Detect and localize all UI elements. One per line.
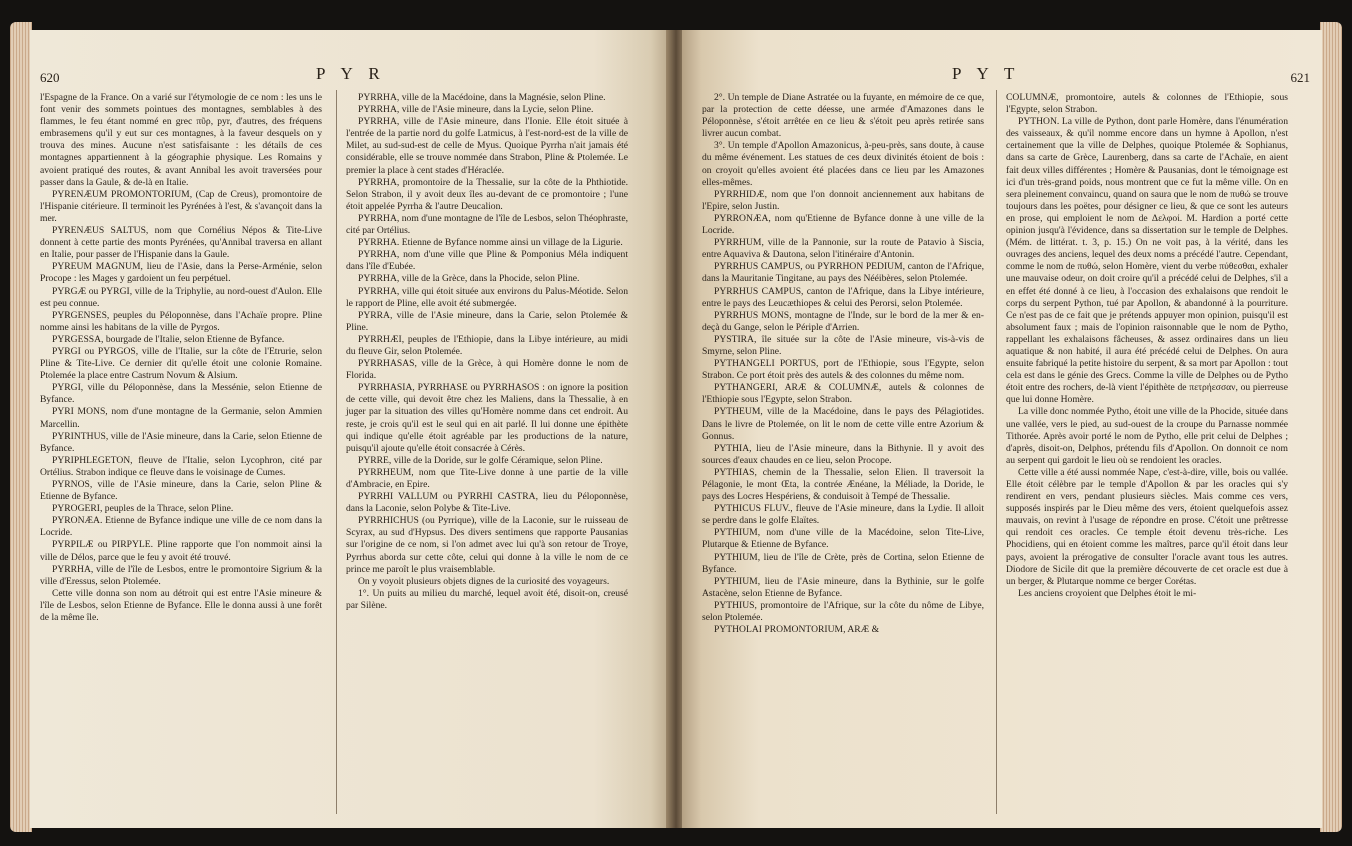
entry-paragraph: Cette ville a été aussi nommée Nape, c'est-à-dire, ville, bois ou vallée. Elle étoit célèbre par le temple d'Apollon & par les oracles qui s'y rendirent en vers, pendant plusieurs siècles. Mais comme ces vers, supposés inspirés par le Dieu même des vers, étoient quelquefois assez mauvais, on revint à l'usage de répondre en prose. C'étoit une prêtresse qui rendoit ces oracles. Ce temple étoit devenu très-riche. Les Phocidiens, qui en étoient comme les maîtres, parce qu'il étoit dans leur pays, avoient la prérogative de consulter l'oracle avant tous les autres. Diodore de Sicile dit que la première découverte de cet oracle est due à un berger, & Plutarque nomme ce berger Corétas. bbox=[1006, 466, 1288, 587]
entry-paragraph: PYRONÆA. Etienne de Byfance indique une ville de ce nom dans la Locride. bbox=[40, 515, 322, 539]
entry-paragraph: PYRENÆUS SALTUS, nom que Cornélius Népos & Tite-Live donnent à cette partie des monts Pyrénées, qu'Annibal traversa en allant en Italie, pour passer de l'Hispanie dans la Gaule. bbox=[40, 225, 322, 261]
entry-paragraph: PYTHANGELI PORTUS, port de l'Ethiopie, sous l'Egypte, selon Strabon. Ce port étoit près des autels & des colonnes du même nom. bbox=[702, 358, 984, 382]
entry-paragraph: PYRPILÆ ou PIRPYLE. Pline rapporte que l'on nommoit ainsi la ville de Délos, parce que le feu y avoit été trouvé. bbox=[40, 539, 322, 563]
entry-paragraph: PYTHIUS, promontoire de l'Afrique, sur la côte du nôme de Libye, selon Ptolemée. bbox=[702, 599, 984, 624]
entry-paragraph: PYTHOLAI PROMONTORIUM, ARÆ & bbox=[714, 624, 880, 636]
column-rule bbox=[336, 90, 337, 814]
entry-paragraph: l'Espagne de la France. On a varié sur l'étymologie de ce nom : les uns le font venir des sommets pointues des montagnes, semblables à des flammes, le feu étant nommé en grec πῦρ, pyr, d'autres, des fréquens embrasemens qu'il y eut sur ces montagnes, à la faveur desquels on y trouva des mines. Aucune n'est satisfaisante : les détails de ces montagnes appartiennent à la géographie physique. Les Romains y avoient pratiqué des routes, & avant Annibal les avoit traversées pour passer dans la Gaule, & de-là en Italie. bbox=[40, 92, 322, 188]
left-column-1 bbox=[40, 92, 322, 624]
entry-paragraph: PYTHICUS FLUV., fleuve de l'Asie mineure, dans la Lydie. Il alloit se perdre dans le golfe Elaïtes. bbox=[702, 503, 984, 527]
entry-paragraph: PYRRHA, nom d'une montagne de l'île de Lesbos, selon Théophraste, cité par Ortélius. bbox=[346, 212, 628, 237]
entry-paragraph: PYRRHASIA, PYRRHASE ou PYRRHASOS : on ignore la position de cette ville, qui devoit être chez les Maliens, dans la Thessalie, à en juger par la situation des villes qu'Homère nomme dans cet endroit. Au reste, je crois qu'il est le seul qui en ait parlé. Il lui donne une épithète qui indique qu'elle étoit agréable par les productions de la nature, puisqu'il ajoute qu'elle étoit consacrée à Cérès. bbox=[346, 382, 628, 454]
entry-paragraph: PYRRHUS MONS, montagne de l'Inde, sur le bord de la mer & en-deçà du Gange, selon le Périple d'Arrien. bbox=[702, 309, 984, 333]
column-rule bbox=[996, 90, 997, 814]
right-page-number: 621 bbox=[1290, 70, 1310, 85]
entry-paragraph: PYRRHUS CAMPUS, canton de l'Afrique, dans la Libye intérieure, entre le pays des Leucæthiopes & celui des Perorsi, selon Ptolemée. bbox=[702, 285, 984, 309]
entry-paragraph: PYRENÆUM PROMONTORIUM, (Cap de Creus), promontoire de l'Hispanie citérieure. Il terminoit les Pyrénées à l'est, & s'avançoit dans la mer. bbox=[40, 188, 322, 224]
left-page-edges bbox=[10, 22, 32, 832]
entry-paragraph: Les anciens croyoient que Delphes étoit le mi- bbox=[1018, 587, 1197, 599]
entry-paragraph: PYTHIAS, chemin de la Thessalie, selon Elien. Il traversoit la Pélagonie, le mont Œta, la contrée Ænéane, la Méliade, la Doride, le pays des Locres Hespériens, & conduisoit à Tempé de Thessalie. bbox=[702, 466, 984, 503]
right-running-header: P Y T bbox=[952, 64, 1021, 83]
entry-paragraph: PYRGI, ville du Péloponnèse, dans la Messénie, selon Etienne de Byfance. bbox=[40, 382, 322, 406]
entry-paragraph: PYROGERI, peuples de la Thrace, selon Pline. bbox=[52, 503, 234, 515]
right-column-1 bbox=[702, 92, 984, 636]
left-column-2 bbox=[346, 92, 628, 612]
entry-paragraph: PYRGI ou PYRGOS, ville de l'Italie, sur la côte de l'Etrurie, selon Pline & Tite-Live. Ce dernier dit qu'elle étoit une colonie Romaine. Ptolemée la place entre Castrum Novum & Alsium. bbox=[40, 345, 322, 382]
entry-paragraph: PYRRHA, ville qui étoit située aux environs du Palus-Méotide. Selon le rapport de Pline, elle avoit été submergée. bbox=[346, 285, 628, 309]
entry-paragraph: PYRRE, ville de la Doride, sur le golfe Céramique, selon Pline. bbox=[358, 454, 603, 466]
entry-paragraph: PYRGENSES, peuples du Péloponnèse, dans l'Achaïe propre. Pline nomme ainsi les habitans de la ville de Pyrgos. bbox=[40, 309, 322, 333]
entry-paragraph: PYRRHIDÆ, nom que l'on donnoit anciennement aux habitans de l'Epire, selon Justin. bbox=[702, 188, 984, 212]
entry-paragraph: PYSTIRA, île située sur la côte de l'Asie mineure, vis-à-vis de Smyrne, selon Pline. bbox=[702, 333, 984, 357]
left-page bbox=[30, 30, 670, 828]
entry-paragraph: PYRRHASAS, ville de la Grèce, à qui Homère donne le nom de Florida. bbox=[346, 358, 628, 382]
entry-paragraph: PYRRONÆA, nom qu'Etienne de Byfance donne à une ville de la Locride. bbox=[702, 212, 984, 237]
entry-paragraph: PYRGESSA, bourgade de l'Italie, selon Etienne de Byfance. bbox=[52, 333, 285, 345]
entry-paragraph: PYTHEUM, ville de la Macédoine, dans le pays des Pélagiotides. Dans le livre de Ptolemée, on lit le nom de cette ville entre Azorium & Gonnus. bbox=[702, 406, 984, 442]
entry-paragraph: PYRINTHUS, ville de l'Asie mineure, dans la Carie, selon Etienne de Byfance. bbox=[40, 430, 322, 454]
entry-paragraph: PYRRHICHUS (ou Pyrrique), ville de la Laconie, sur le ruisseau de Scyrax, au sud d'Hypsus. Des divers sentimens que rapporte Pausanias sur l'origine de ce nom, si l'on admet avec lui qu'à son retour de Troye, Pyrrhus aborda sur cette côte, celui qui donne à la ville le nom de ce prince me paroît le plus vraisemblable. bbox=[346, 515, 628, 575]
left-page-number: 620 bbox=[40, 70, 60, 85]
entry-paragraph: On y voyoit plusieurs objets dignes de la curiosité des voyageurs. bbox=[358, 575, 610, 587]
entry-paragraph: PYRRHEUM, nom que Tite-Live donne à une partie de la ville d'Ambracie, en Epire. bbox=[346, 466, 628, 490]
entry-paragraph: 2°. Un temple de Diane Astratée ou la fuyante, en mémoire de ce que, par la protection de cette déesse, une armée d'Amazones dans le Péloponnèse, s'étoit arrêtée en ce lieu & s'étoit peu après retirée sans livrer aucun combat. bbox=[702, 92, 984, 140]
entry-paragraph: PYRRHUS CAMPUS, ou PYRRHON PEDIUM, canton de l'Afrique, dans la Mauritanie Tingitane, au pays des Nééibères, selon Ptolemée. bbox=[702, 261, 984, 285]
right-page-edges bbox=[1320, 22, 1342, 832]
entry-paragraph: PYTHIUM, lieu de l'Asie mineure, dans la Bythinie, sur le golfe Astacène, selon Etienne de Byfance. bbox=[702, 575, 984, 599]
entry-paragraph: PYRRHA, ville de la Grèce, dans la Phocide, selon Pline. bbox=[358, 273, 580, 285]
entry-paragraph: COLUMNÆ, promontoire, autels & colonnes de l'Ethiopie, sous l'Egypte, selon Strabon. bbox=[1006, 92, 1288, 116]
entry-paragraph: PYRRA, ville de l'Asie mineure, dans la Carie, selon Ptolemée & Pline. bbox=[346, 309, 628, 333]
entry-paragraph: PYRRHA, promontoire de la Thessalie, sur la côte de la Phthiotide. Selon Strabon, il y avoit deux îles au-devant de ce promontoire ; l'une étoit appelée Pyrrha & l'autre Deucalion. bbox=[346, 176, 628, 212]
left-running-header: P Y R bbox=[316, 64, 386, 83]
entry-paragraph: La ville donc nommée Pytho, étoit une ville de la Phocide, située dans une vallée, vers le pied, au sud-ouest de la croupe du Parnasse nommée Tithorée. Après avoir porté le nom de Pytho, elle prit celui de Delphes ; d'après, disoit-on, Delphos, prétendu fils d'Apollon. On donnoit ce nom au serpent qui gardoit le lieu où se rendoient les oracles. bbox=[1006, 406, 1288, 466]
entry-paragraph: PYRIPHLEGETON, fleuve de l'Italie, selon Lycophron, cité par Ortélius. Strabon indique ce fleuve dans le voisinage de Cumes. bbox=[40, 454, 322, 478]
entry-paragraph: PYTHIA, lieu de l'Asie mineure, dans la Bithynie. Il y avoit des sources d'eaux chaudes en ce lieu, selon Procope. bbox=[702, 442, 984, 466]
entry-paragraph: 3°. Un temple d'Apollon Amazonicus, à-peu-près, sans doute, à cause du même événement. Les statues de ces deux divinités étoient de bois : on croyoit qu'elles avoient été placées dans ce lieu par les Amazones elles-mêmes. bbox=[702, 140, 984, 188]
entry-paragraph: PYRNOS, ville de l'Asie mineure, dans la Carie, selon Pline & Etienne de Byfance. bbox=[40, 479, 322, 503]
right-page bbox=[682, 30, 1322, 828]
entry-paragraph: PYRRHA, ville de l'Asie mineure, dans l'Ionie. Elle étoit située à l'entrée de la partie nord du golfe Latmicus, à l'est-nord-est de la ville de Milet, au sud-sud-est de celle de Myus. Quoique Pyrrha n'ait jamais été considérable, elle se trouve nommée dans Strabon, Pline & Ptolemée. Le premier la place à cent stades d'Héraclée. bbox=[346, 116, 628, 176]
entry-paragraph: PYRRHÆI, peuples de l'Ethiopie, dans la Libye intérieure, au midi du fleuve Gir, selon Ptolemée. bbox=[346, 333, 628, 357]
entry-paragraph: PYRRHA. Etienne de Byfance nomme ainsi un village de la Ligurie. bbox=[358, 237, 623, 249]
entry-paragraph: PYTHIUM, nom d'une ville de la Macédoine, selon Tite-Live, Plutarque & Etienne de Byfance. bbox=[702, 527, 984, 551]
entry-paragraph: PYRRHA, ville de la Macédoine, dans la Magnésie, selon Pline. bbox=[358, 92, 606, 103]
entry-paragraph: Cette ville donna son nom au détroit qui est entre l'Asie mineure & l'île de Lesbos, selon Etienne de Byfance. Elle le donna aussi à une forêt de la même île. bbox=[40, 587, 322, 624]
entry-paragraph: PYRRHA, nom d'une ville que Pline & Pomponius Méla indiquent dans l'île d'Eubée. bbox=[346, 249, 628, 273]
entry-paragraph: PYRRHUM, ville de la Pannonie, sur la route de Patavio à Siscia, entre Aquaviva & Dautona, selon l'itinéraire d'Antonin. bbox=[702, 237, 984, 261]
entry-paragraph: PYREUM MAGNUM, lieu de l'Asie, dans la Perse-Arménie, selon Procope : les Mages y gardoient un feu perpétuel. bbox=[40, 261, 322, 285]
entry-paragraph: PYRI MONS, nom d'une montagne de la Germanie, selon Ammien Marcellin. bbox=[40, 406, 322, 430]
entry-paragraph: 1°. Un puits au milieu du marché, lequel avoit été, disoit-on, creusé par Silène. bbox=[346, 587, 628, 611]
entry-paragraph: PYRRHA, ville de l'île de Lesbos, entre le promontoire Sigrium & la ville d'Eressus, selon Ptolemée. bbox=[40, 563, 322, 587]
entry-paragraph: PYRRHA, ville de l'Asie mineure, dans la Lycie, selon Pline. bbox=[358, 104, 594, 116]
entry-paragraph: PYTHON. La ville de Python, dont parle Homère, dans l'énumération des vaisseaux, & qu'il nomme encore dans un hymne à Apollon, n'est certainement que la ville de Delphes, quoique Ptolemée & Sophianus, dans sa carte de Grèce, Laurenberg, dans sa carte de l'Achaïe, en aient fait deux villes différentes ; Homère & Pausanias, dont le témoignage est ici d'un très-grand poids, nous montrent que ce fut la même ville. On en sera pleinement convaincu, quand on saura que le nom de πυθώ se trouve toujours dans les poëtes, pour désigner ce lieu, & que ce sont les auteurs en prose, qui emploient le nom de Δελφοί. M. Hardion a porté cette opinion jusqu'à l'évidence, dans sa dissertation sur le temple de Delphes. (Mém. de littérat. t. 3, p. 15.) On ne voit pas, à la vérité, dans les ouvrages des anciens, lequel des deux noms a précédé l'autre. Cependant, comme le nom de πυθώ, selon Homère, vient du verbe πύθεσθαι, exhaler une mauvaise odeur, on doit croire qu'il a précédé celui de Delphes, s'il a en effet été donné à ce lieu, à l'occasion des exhalaisons que rendoit le corps du serpent Python, tué par Apollon, & abandonné à la pourriture. Ce n'est pas de ce fait que je prétends appuyer mon opinion, puisqu'il est absolument faux ; mais de l'opinion raisonnable que le nom de Pytho, rappellant les exhalaisons fâcheuses, & assez ordinaires dans un lieu aquatique & non habité, il aura été précédé celui de Delphes. On aura ensuite fabriqué la petite histoire du serpent, & sa mort par Apollon : tout cela est dans le génie des Grecs. Comme la ville de Delphes ou de Pytho étoit entre des rochers, de-là vient l'épithète de πετρήεσσαν, ou pierreuse que lui donne Homère. bbox=[1006, 116, 1288, 406]
right-column-2 bbox=[1006, 92, 1288, 600]
open-book bbox=[10, 12, 1342, 838]
entry-paragraph: PYRGÆ ou PYRGI, ville de la Triphylie, au nord-ouest d'Aulon. Elle est peu connue. bbox=[40, 285, 322, 309]
entry-paragraph: PYTHANGERI, ARÆ & COLUMNÆ, autels & colonnes de l'Ethiopie sous l'Egypte, selon Strabon. bbox=[702, 382, 984, 406]
entry-paragraph: PYRRHI VALLUM ou PYRRHI CASTRA, lieu du Péloponnèse, dans la Laconie, selon Polybe & Tite-Live. bbox=[346, 491, 628, 515]
entry-paragraph: PYTHIUM, lieu de l'île de Crète, près de Cortina, selon Etienne de Byfance. bbox=[702, 551, 984, 575]
